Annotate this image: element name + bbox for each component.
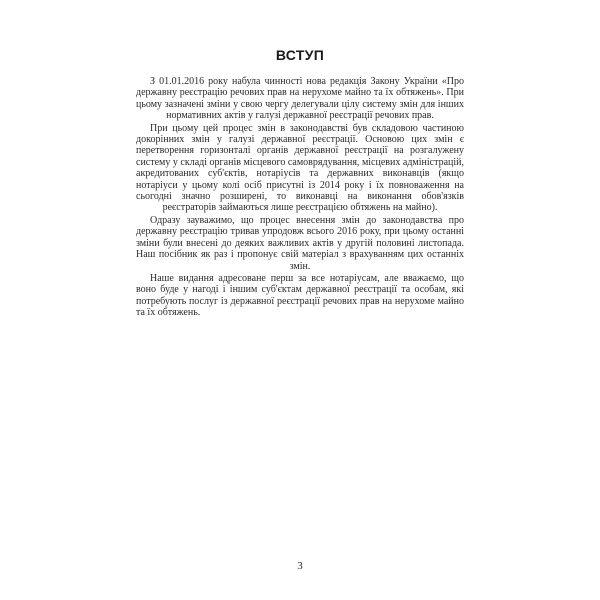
- paragraph-1: З 01.01.2016 року набула чинності нова редакція Закону України «Про державну реєстрацію речових прав на нерухоме майно та їх обтяжень». При цьому зазначені зміни у свою чергу делегували цілу систему змін для інших нормативних актів у галузі державної реєстрації речових прав.: [136, 76, 464, 122]
- page-number: 3: [297, 560, 303, 572]
- paragraph-3: Одразу зауважимо, що процес внесення змін до законодавства про державну реєстрацію тривав упродовж всього 2016 року, при цьому останні зміни були внесені до деяких важливих актів у другій половині листопада. Наш посібник як раз і пропонує свій матеріал з врахуванням цих останніх змін.: [136, 214, 464, 272]
- document-body: [136, 76, 464, 320]
- page-title: ВСТУП: [275, 47, 325, 63]
- paragraph-4: Наше видання адресоване перш за все нотаріусам, але вважаємо, що воно буде у нагоді і іншим суб'єктам державної реєстрації та особам, які потребують послуг із державної реєстрації речових прав на нерухоме майно та їх обтяжень.: [136, 272, 464, 319]
- paragraph-2: При цьому цей процес змін в законодавстві був складовою частиною докорінних змін у галузі державної реєстрації. Основою цих змін є перетворення горизонталі органів державної реєстрації на розгалужену систему у складі органів місцевого самоврядування, місцевих адміністрацій, акредитованих суб'єктів, нотаріусів та державних виконавців (якщо нотаріуси у цьому колі осіб присутні із 2014 року і їх повноваження на сьогодні значно розширені, то виконавці на виконання обов'язків реєстраторів займаються лише реєстрацією обтяжень на майно).: [136, 122, 464, 214]
